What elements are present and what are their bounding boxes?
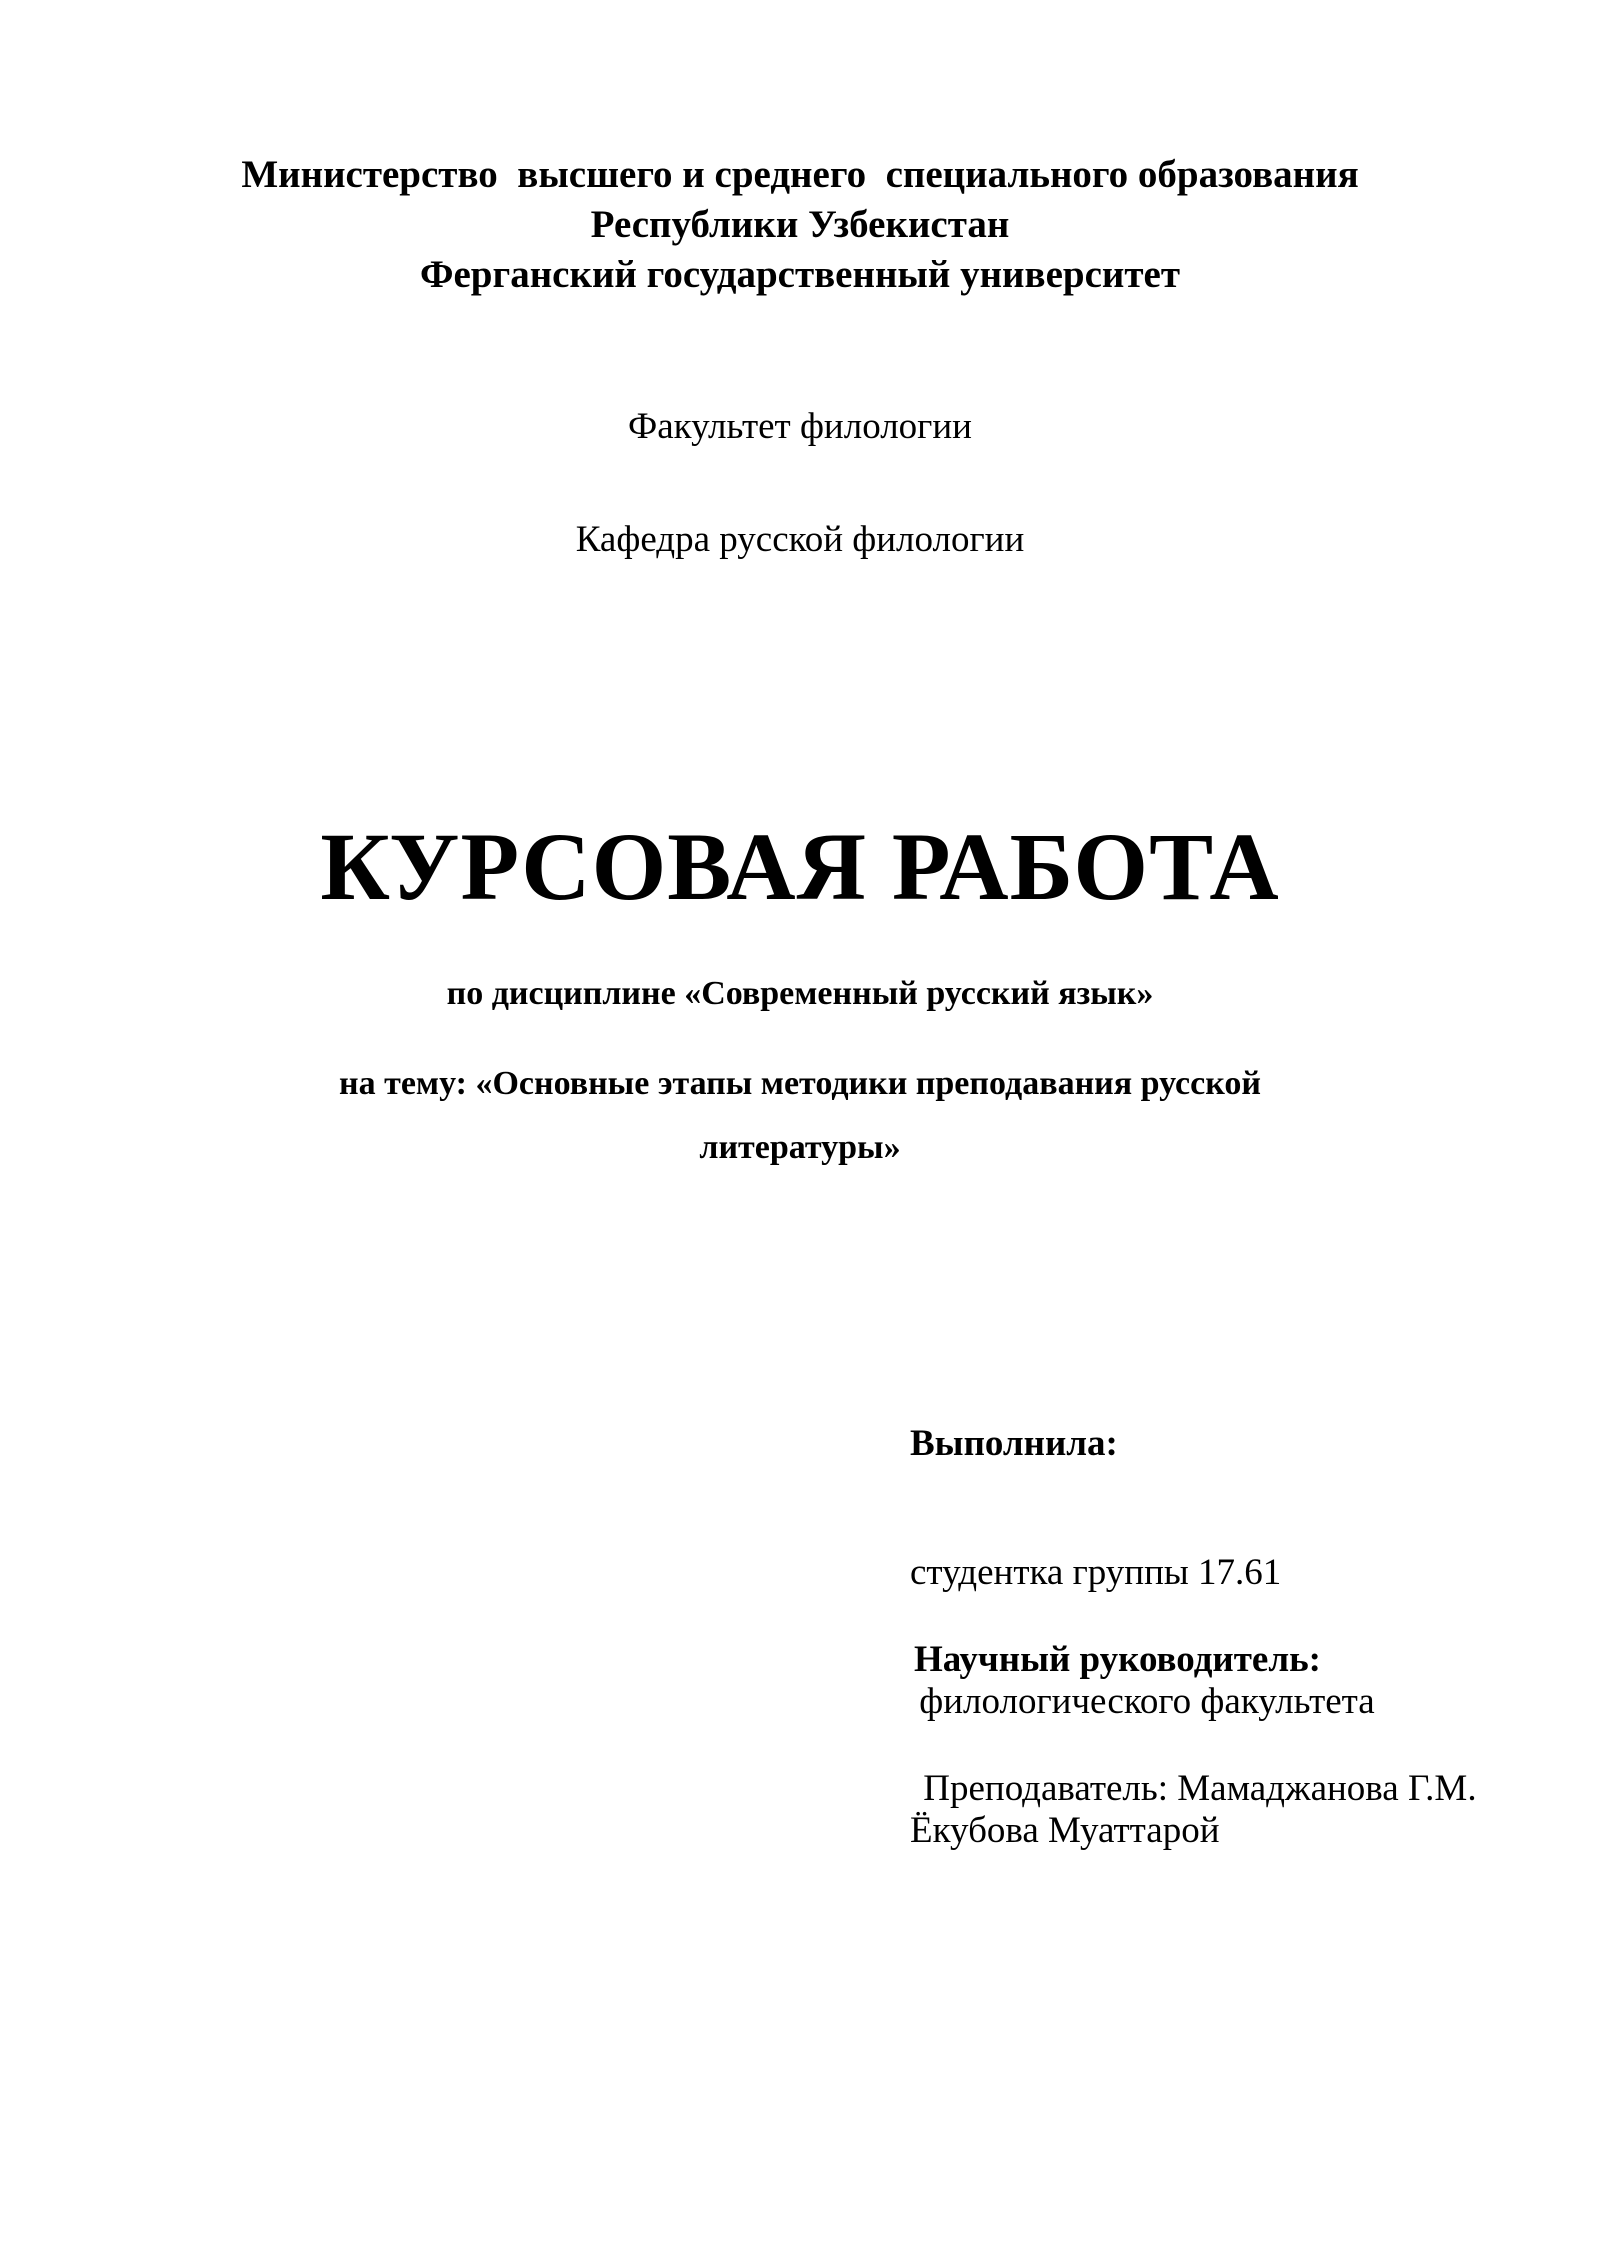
supervisor-name: Преподаватель: Мамаджанова Г.М. [914, 1768, 1477, 1809]
executor-group: студентка группы 17.61 [910, 1552, 1282, 1593]
institution-header [0, 150, 1600, 300]
executor-name: Ёкубова Муаттарой [910, 1810, 1220, 1851]
supervisor-block [914, 1552, 1477, 1896]
executor-faculty: филологического факультета [910, 1681, 1375, 1722]
topic-line-2: литературы» [699, 1129, 901, 1166]
ministry-line: Министерство высшего и среднего специального образования [241, 153, 1359, 196]
discipline-line: по дисциплине «Современный русский язык» [446, 975, 1154, 1012]
republic-line: Республики Узбекистан [590, 203, 1010, 246]
department-name: Кафедра русской филологии [575, 519, 1025, 560]
university-line: Ферганский государственный университет [419, 253, 1180, 296]
document-title: КУРСОВАЯ РАБОТА [320, 813, 1280, 920]
topic-block [300, 1052, 1300, 1180]
faculty-name: Факультет филологии [628, 406, 972, 447]
executor-heading: Выполнила: [910, 1423, 1118, 1464]
topic-line-1: на тему: «Основные этапы методики преподавания русской [339, 1065, 1261, 1102]
supervisor-heading: Научный руководитель: [914, 1639, 1321, 1680]
